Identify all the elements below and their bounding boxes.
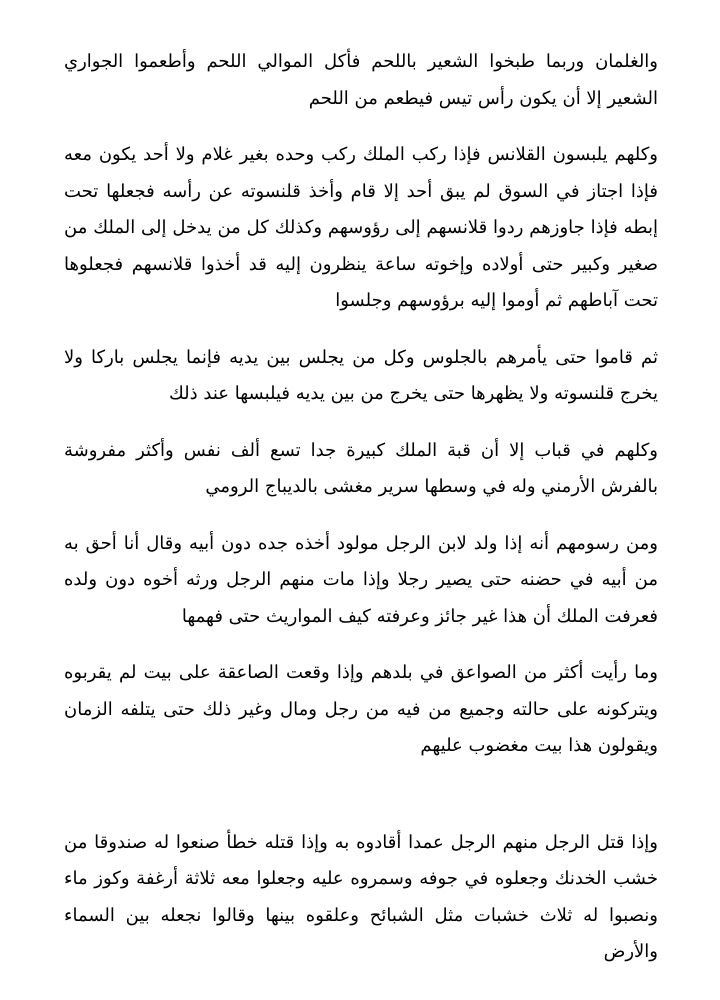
- paragraph-1: والغلمان وربما طبخوا الشعير باللحم فأكل الموالي اللحم وأطعموا الجواري الشعير إلا أن يكون رأس تيس فيطعم من اللحم: [64, 51, 658, 109]
- paragraph-4: وكلهم في قباب إلا أن قبة الملك كبيرة جدا تسع ألف نفس وأكثر مفروشة بالفرش الأرمني وله في وسطها سرير مغشى بالديباج الرومي: [64, 439, 658, 497]
- document-page: [64, 44, 658, 1000]
- paragraph-6: وما رأيت أكثر من الصواعق في بلدهم وإذا وقعت الصاعقة على بيت لم يقربوه ويتركونه على حالته وجميع من فيه من رجل ومال وغير ذلك حتى يتلفه الزمان ويقولون هذا بيت مغضوب عليهم: [64, 662, 658, 756]
- paragraph-7: وإذا قتل الرجل منهم الرجل عمدا أقادوه به وإذا قتله خطأ صنعوا له صندوقا من خشب الخدنك وجعلوه في جوفه وسمروه عليه وجعلوا معه ثلاثة أرغفة وكوز ماء ونصبوا له ثلاث خشبات مثل الشبائح وعلقوه بينها وقالوا نجعله بين السماء والأرض: [64, 831, 658, 962]
- paragraph-5: ومن رسومهم أنه إذا ولد لابن الرجل مولود أخذه جده دون أبيه وقال أنا أحق به من أبيه في حضنه حتى يصير رجلا وإذا مات منهم الرجل ورثه أخوه دون ولده فعرفت الملك أن هذا غير جائز وعرفته كيف المواريث حتى فهمها: [64, 532, 658, 627]
- paragraph-3: ثم قاموا حتى يأمرهم بالجلوس وكل من يجلس بين يديه فإنما يجلس باركا ولا يخرج قلنسوته ولا يظهرها حتى يخرج من بين يديه فيلبسها عند ذلك: [64, 346, 658, 404]
- paragraph-2: وكلهم يلبسون القلانس فإذا ركب الملك ركب وحده بغير غلام ولا أحد يكون معه فإذا اجتاز في السوق لم يبق أحد إلا قام وأخذ قلنسوته عن رأسه فجعلها تحت إبطه فإذا جاوزهم ردوا قلانسهم إلى رؤوسهم وكذلك كل من يدخل إلى الملك من صغير وكبير حتى أولاده وإخوته ساعة ينظرون إليه قد أخذوا قلانسهم فجعلوها تحت آباطهم ثم أوموا إليه برؤوسهم وجلسوا: [64, 144, 658, 311]
